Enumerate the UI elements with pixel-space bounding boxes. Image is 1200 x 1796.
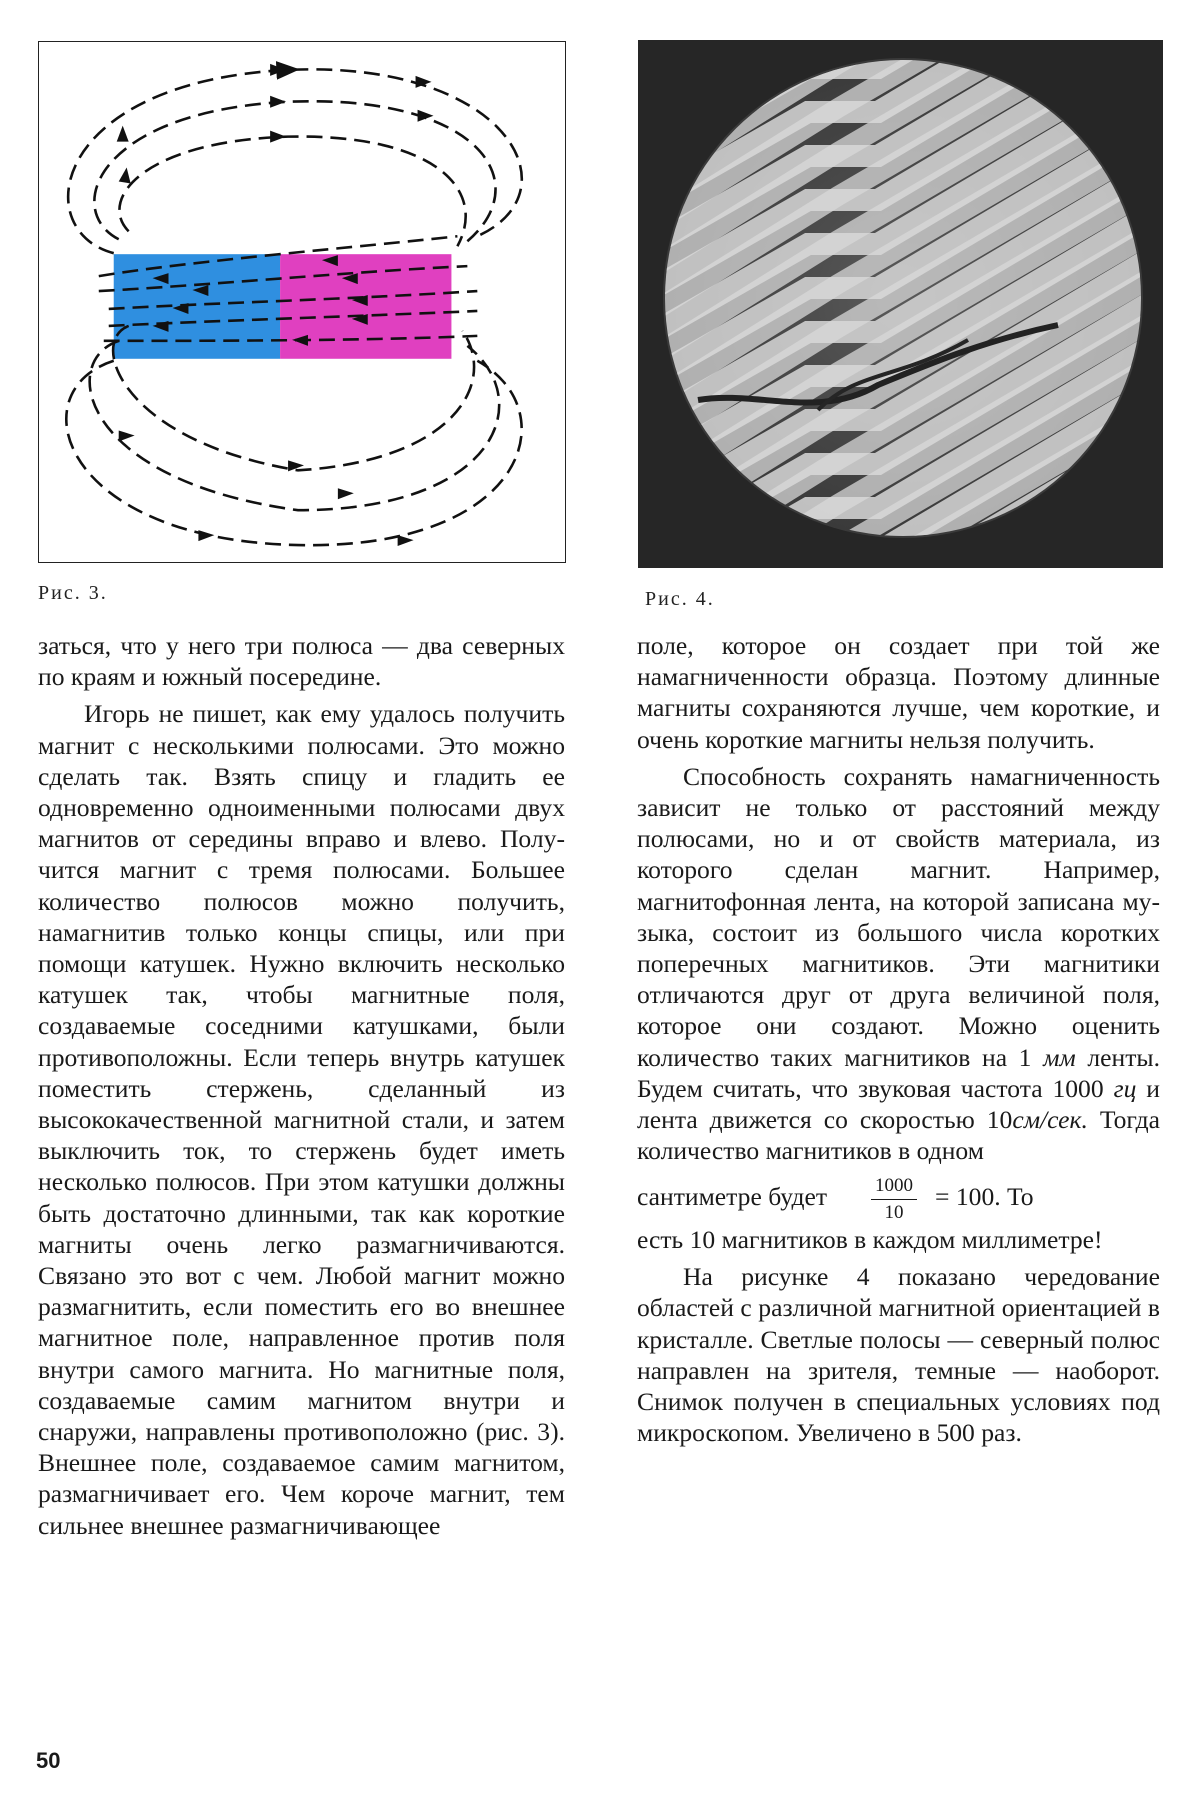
right-paragraph-2-part-d: Тогда количество магнитиков в одном xyxy=(637,1105,1160,1166)
arrow-left-1 xyxy=(117,126,129,142)
arrow-left-2 xyxy=(119,168,131,184)
arrow-bottom-2a xyxy=(119,431,135,442)
right-paragraph-2-end: есть 10 магнитиков в каждом миллиметре! xyxy=(637,1225,1103,1255)
left-paragraph-2: Игорь не пишет, как ему удалось получить магнит с несколькими полюсами. Это можно сделать так. Взять спицу и гладить ее одновременно одноименными полюсами двух магнитов от середины вправо и влево. Получится магнит с тремя полюсами. Большее количество полюсов можно получить, намагнитив только концы спицы, или при помощи катушек. Нужно включить несколько катушек так, чтобы магнитные поля, создаваемые соседними катушками, были противоположны. Если теперь внутрь катушек поместить стержень, сделанный из высококачественной магнитной стали, и затем выключить ток, то стержень будет иметь несколько полюсов. При этом катушки должны быть достаточно длинными, так как короткие магниты очень легко размагничиваются. Связано это вот с чем. Любой магнит можно размагнитить, если поместить его во внешнее магнитное поле, направленное против поля внутри самого магнита. Но магнитные поля, создаваемые самим магнитом внутри и снаружи, направлены противоположно (рис. 3). Внешнее поле, создаваемое самим магнитом, размагничивает его. Чем короче магнит, тем сильнее внешнее размагничивающее xyxy=(38,699,565,1540)
right-paragraph-1: поле, которое он создает при той же намагниченности образца. Поэтому длинные магниты сохраняются лучше, чем короткие, и очень короткие магниты нельзя получить. xyxy=(637,631,1160,754)
fraction xyxy=(871,1175,917,1224)
right-paragraph-2-part-c: и лента движется со скоростью 10 xyxy=(637,1073,1160,1135)
arrow-bottom-1a xyxy=(198,530,214,541)
figure-3-caption: Рис. 3. xyxy=(38,582,108,604)
arrow-top-1a xyxy=(270,64,286,76)
arrow-top-3 xyxy=(270,131,286,143)
arrow-top-2a xyxy=(270,96,286,108)
fraction-denominator: 10 xyxy=(884,1202,904,1224)
figure-3-magnet-field xyxy=(38,41,566,563)
right-text-column xyxy=(637,630,1160,1449)
figure-4-caption: Рис. 4. xyxy=(645,588,715,610)
formula-line xyxy=(637,1172,1160,1224)
left-text-column xyxy=(38,630,565,1541)
arrow-bottom-1b xyxy=(398,535,414,546)
domain-stripe xyxy=(638,538,1163,568)
page-number: 50 xyxy=(36,1748,61,1773)
domain-stripe xyxy=(638,40,1163,56)
unit-hz: гц xyxy=(1113,1073,1137,1103)
figure-4-domain-photo xyxy=(638,40,1163,568)
unit-mm: мм xyxy=(1043,1042,1076,1072)
unit-speed: см/сек. xyxy=(1012,1105,1088,1135)
formula-tail: = 100. То xyxy=(935,1182,1034,1212)
magnet-field-diagram xyxy=(39,42,565,562)
domain-stripes-image xyxy=(638,40,1163,568)
field-line-top-2 xyxy=(94,101,495,241)
field-line-bottom-1 xyxy=(66,361,521,545)
domain-stripe-lower xyxy=(638,558,1163,568)
fraction-numerator: 1000 xyxy=(871,1175,917,1200)
right-paragraph-2-part-a: Способность сохранять намагниченность зависит не только от расстояний между полюсами, но и от свойств материала, из которого сделан магнит. Например, магнитофонная лента, на которой записана музыка, состоит из большого числа коротких поперечных магнитиков. Эти магнитики отличаются друг от друга величиной поля, которое они создают. Можно оценить количество таких магнитиков на 1 xyxy=(637,761,1160,1072)
right-paragraph-3: На рисунке 4 показано чередование областей с различной магнитной ориентацией в кристалле. Светлые полосы — северный полюс направлен на зрителя, темные — наоборот. Снимок получен в специальных условиях под микроскопом. Увеличено в 500 раз. xyxy=(637,1262,1160,1448)
right-paragraph-2 xyxy=(637,761,1160,1167)
arrow-bottom-2b xyxy=(338,488,354,499)
arrow-top-2b xyxy=(418,110,434,122)
formula-lead: сантиметре будет xyxy=(637,1182,828,1212)
field-line-top-1 xyxy=(68,69,522,253)
field-line-top-3 xyxy=(119,137,465,247)
field-line-bottom-2 xyxy=(90,341,500,510)
right-paragraph-2-part-b: ленты. Будем считать, что звуковая частота 1000 xyxy=(637,1042,1160,1103)
left-paragraph-1: заться, что у него три полюса — два северных по краям и южный посередине. xyxy=(38,631,565,692)
